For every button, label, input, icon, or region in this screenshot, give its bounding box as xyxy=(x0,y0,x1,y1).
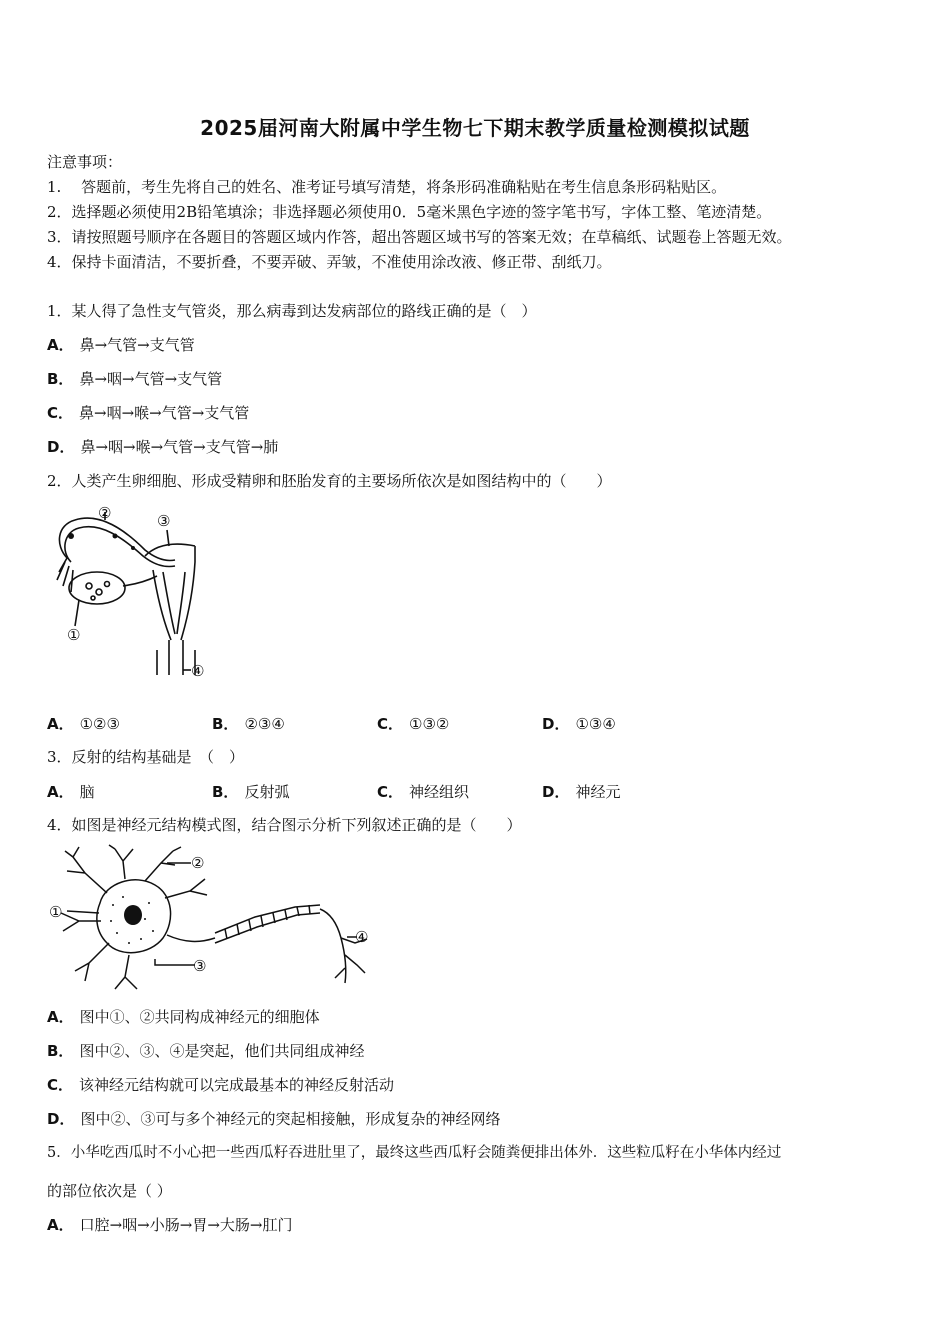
option-label: D． xyxy=(542,715,570,733)
q4-option-d xyxy=(47,1109,500,1129)
question-1-stem: 1．某人得了急性支气管炎，那么病毒到达发病部位的路线正确的是（ ） xyxy=(47,302,537,320)
option-text: 鼻→咽→喉→气管→支气管→肺 xyxy=(80,438,279,456)
question-5-stem: 5．小华吃西瓜时不小心把一些西瓜籽吞进肚里了，最终这些西瓜籽会随粪便排出体外．这些粒瓜籽在小华体内经过 xyxy=(47,1145,782,1161)
option-text: ①②③ xyxy=(79,715,120,733)
option-label: B． xyxy=(47,1042,74,1060)
q4-option-b xyxy=(47,1041,364,1061)
option-label: C． xyxy=(377,715,404,733)
q2-options xyxy=(47,713,907,733)
q1-option-a xyxy=(47,335,195,355)
figure-label: ④ xyxy=(355,928,369,946)
option-text: 该神经元结构就可以完成最基本的神经反射活动 xyxy=(79,1076,395,1094)
option-text: 反射弧 xyxy=(244,783,290,801)
option-text: 鼻→咽→气管→支气管 xyxy=(79,370,223,388)
option-text: ②③④ xyxy=(244,715,285,733)
option-label: C． xyxy=(47,404,74,422)
q3-option-d xyxy=(542,781,620,802)
notice-item: 3．请按照题号顺序在各题目的答题区域内作答，超出答题区域书写的答案无效；在草稿纸、试题卷上答题无效。 xyxy=(47,228,792,246)
question-3-stem: 3．反射的结构基础是 （ ） xyxy=(47,748,245,766)
option-label: D． xyxy=(47,1110,75,1128)
q2-option-b xyxy=(212,713,285,734)
q1-option-c xyxy=(47,403,249,423)
notice-heading: 注意事项： xyxy=(47,153,123,171)
female-reproductive-system-figure xyxy=(45,500,220,685)
figure-label: ④ xyxy=(191,662,205,680)
option-text: 神经元 xyxy=(575,783,621,801)
option-text: ①③④ xyxy=(575,715,616,733)
option-label: A． xyxy=(47,715,74,733)
option-text: 神经组织 xyxy=(409,783,470,801)
q2-option-a xyxy=(47,713,120,734)
notice-item: 1. 答题前，考生先将自己的姓名、准考证号填写清楚，将条形码准确粘贴在考生信息条形码粘贴区。 xyxy=(47,178,727,196)
option-label: A． xyxy=(47,1216,74,1234)
option-label: A． xyxy=(47,1008,74,1026)
option-label: B． xyxy=(212,715,239,733)
question-4-stem: 4．如图是神经元结构模式图，结合图示分析下列叙述正确的是（ ） xyxy=(47,816,522,834)
figure-label: ③ xyxy=(157,512,171,530)
q4-option-c xyxy=(47,1075,394,1095)
option-text: 图中②、③、④是突起，他们共同组成神经 xyxy=(79,1042,365,1060)
q3-option-b xyxy=(212,781,289,802)
q3-option-c xyxy=(377,781,469,802)
question-5-stem-continued: 的部位依次是（ ） xyxy=(47,1182,172,1200)
q1-option-b xyxy=(47,369,222,389)
q5-option-a xyxy=(47,1215,292,1235)
option-label: A． xyxy=(47,336,74,354)
option-label: D． xyxy=(542,783,570,801)
option-text: 鼻→气管→支气管 xyxy=(79,336,195,354)
figure-label: ① xyxy=(49,903,63,921)
option-text: 脑 xyxy=(79,783,95,801)
notice-item: 2．选择题必须使用2B铅笔填涂；非选择题必须使用0．5毫米黑色字迹的签字笔书写，字体工整、笔迹清楚。 xyxy=(47,203,772,221)
page-title: 2025届河南大附属中学生物七下期末教学质量检测模拟试题 xyxy=(200,116,750,140)
option-text: 口腔→咽→小肠→胃→大肠→肛门 xyxy=(79,1216,293,1234)
figure-label: ② xyxy=(98,504,112,522)
figure-label: ③ xyxy=(193,957,207,975)
option-text: ①③② xyxy=(409,715,450,733)
q3-option-a xyxy=(47,781,95,802)
q1-option-d xyxy=(47,437,278,457)
option-text: 图中②、③可与多个神经元的突起相接触，形成复杂的神经网络 xyxy=(80,1110,501,1128)
option-text: 图中①、②共同构成神经元的细胞体 xyxy=(79,1008,320,1026)
option-label: C． xyxy=(47,1076,74,1094)
q3-options xyxy=(47,781,907,801)
option-text: 鼻→咽→喉→气管→支气管 xyxy=(79,404,250,422)
figure-label: ② xyxy=(191,854,205,872)
question-2-stem: 2．人类产生卵细胞、形成受精卵和胚胎发育的主要场所依次是如图结构中的（ ） xyxy=(47,472,612,490)
figure-label: ① xyxy=(67,626,81,644)
option-label: B． xyxy=(47,370,74,388)
neuron-structure-figure xyxy=(45,843,375,993)
option-label: C． xyxy=(377,783,404,801)
q2-option-c xyxy=(377,713,449,734)
option-label: B． xyxy=(212,783,239,801)
option-label: A． xyxy=(47,783,74,801)
notice-item: 4．保持卡面清洁，不要折叠，不要弄破、弄皱，不准使用涂改液、修正带、刮纸刀。 xyxy=(47,253,612,271)
q4-option-a xyxy=(47,1007,320,1027)
option-label: D． xyxy=(47,438,75,456)
q2-option-d xyxy=(542,713,616,734)
